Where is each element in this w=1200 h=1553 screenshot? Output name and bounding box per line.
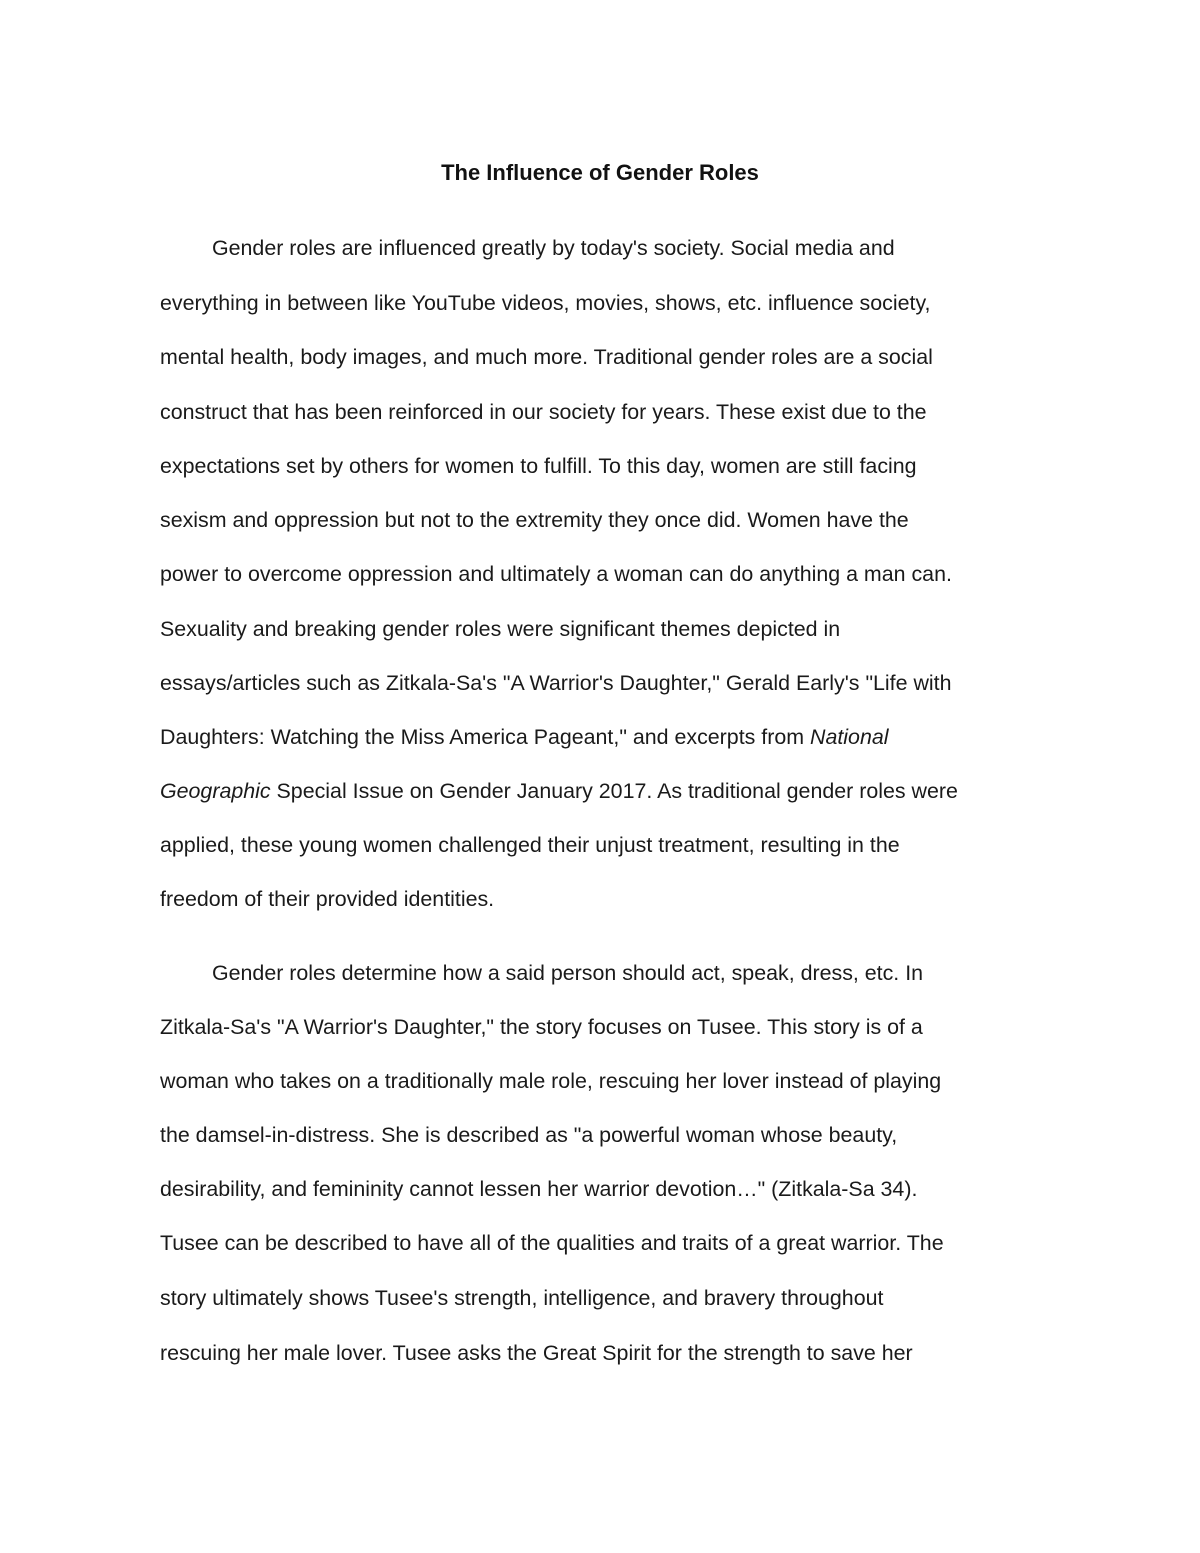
text-line: story ultimately shows Tusee's strength, intelligence, and bravery throughout bbox=[160, 1286, 884, 1310]
text-line: Tusee can be described to have all of the qualities and traits of a great warrior. The bbox=[160, 1231, 944, 1255]
text-run: Daughters: Watching the Miss America Pageant," and excerpts from bbox=[160, 725, 811, 749]
text-line: sexism and oppression but not to the extremity they once did. Women have the bbox=[160, 508, 909, 532]
text-line: woman who takes on a traditionally male role, rescuing her lover instead of playing bbox=[160, 1069, 942, 1093]
text-line: essays/articles such as Zitkala-Sa's "A Warrior's Daughter," Gerald Early's "Life with bbox=[160, 671, 952, 695]
text-line: Gender roles are influenced greatly by today's society. Social media and bbox=[212, 236, 895, 260]
text-line: construct that has been reinforced in our society for years. These exist due to the bbox=[160, 400, 927, 424]
text-line: freedom of their provided identities. bbox=[160, 887, 495, 911]
text-line: mental health, body images, and much more. Traditional gender roles are a social bbox=[160, 345, 933, 369]
text-line bbox=[160, 776, 958, 806]
text-line: expectations set by others for women to fulfill. To this day, women are still facing bbox=[160, 454, 917, 478]
text-line: Zitkala-Sa's "A Warrior's Daughter," the story focuses on Tusee. This story is of a bbox=[160, 1015, 923, 1039]
document-title: The Influence of Gender Roles bbox=[441, 160, 759, 185]
text-line: power to overcome oppression and ultimately a woman can do anything a man can. bbox=[160, 562, 952, 586]
italic-title-run: National bbox=[810, 725, 889, 749]
text-run: Special Issue on Gender January 2017. As traditional gender roles were bbox=[270, 779, 958, 803]
text-line: applied, these young women challenged their unjust treatment, resulting in the bbox=[160, 833, 900, 857]
text-line bbox=[160, 722, 889, 752]
italic-title-run: Geographic bbox=[160, 779, 271, 803]
text-line: the damsel-in-distress. She is described as "a powerful woman whose beauty, bbox=[160, 1123, 898, 1147]
text-line: desirability, and femininity cannot lessen her warrior devotion…" (Zitkala-Sa 34). bbox=[160, 1177, 918, 1201]
text-line: Gender roles determine how a said person should act, speak, dress, etc. In bbox=[212, 961, 924, 985]
text-line: Sexuality and breaking gender roles were significant themes depicted in bbox=[160, 617, 841, 641]
text-line: rescuing her male lover. Tusee asks the Great Spirit for the strength to save her bbox=[160, 1341, 913, 1365]
text-line: everything in between like YouTube videos, movies, shows, etc. influence society, bbox=[160, 291, 931, 315]
